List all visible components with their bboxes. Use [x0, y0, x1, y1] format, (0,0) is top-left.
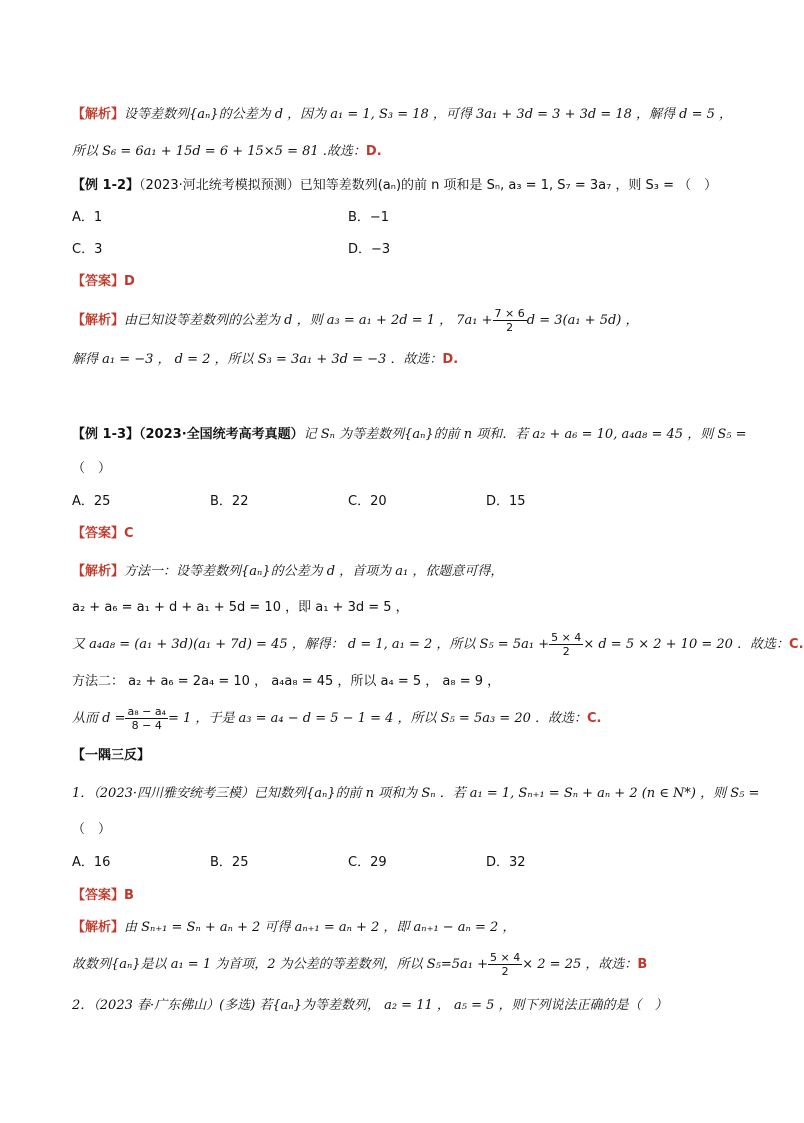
answer-tag: 【答案】 [72, 274, 125, 289]
question-stem [72, 425, 747, 445]
solution-text: 又 a₄a₈ = (a₁ + 3d)(a₁ + 7d) = 45 ，解得： d = 1, a₁ = 2 ，所以 S₅ = 5a₁ + [72, 637, 550, 652]
question-text: 1．（2023·四川雅安统考三模）已知数列{aₙ}的前 n 项和为 Sₙ ．若 a₁ = 1, Sₙ₊₁ = Sₙ + aₙ + 2 (n ∈ N*) ，则 S₅ = [72, 786, 760, 801]
solution-line [72, 918, 515, 938]
option-b: B．25 [210, 855, 249, 870]
question-stem [72, 784, 759, 804]
option-c: C．29 [348, 855, 387, 870]
solution-line [72, 142, 382, 162]
solution-text: 从而 d = [72, 711, 126, 726]
option-b: B．22 [210, 494, 249, 509]
answer-tag: 【答案】 [72, 526, 125, 541]
question-stem [72, 996, 668, 1016]
analysis-tag: 【解析】 [72, 920, 125, 935]
solution-line [72, 304, 639, 338]
solution-text: 故数列{aₙ}是以 a₁ = 1 为首项，2 为公差的等差数列，所以 S₅=5a₁ + [72, 957, 489, 972]
solution-text: = 1 ，于是 a₃ = a₄ − d = 5 − 1 = 4 ，所以 S₅ = 5a₃ = 20 ．故选： [168, 711, 588, 726]
solution-line [72, 628, 804, 662]
answer-value: D [124, 274, 135, 289]
option-d: D．32 [486, 855, 526, 870]
solution-line [72, 948, 647, 982]
fraction: $\frac{5 \times 4}{2}$ [490, 951, 521, 978]
answer-line [72, 886, 134, 906]
fraction: $\frac{7 \times 6}{2}$ [494, 307, 525, 334]
answer-value: B [124, 888, 134, 903]
section-heading: 【一隅三反】 [72, 748, 151, 763]
solution-text: 由 Sₙ₊₁ = Sₙ + aₙ + 2 可得 aₙ₊₁ = aₙ + 2 ，即 aₙ₊₁ − aₙ = 2 ， [124, 920, 516, 935]
fraction: $\frac{\text{a₈ − a₄}}{8 - 4}$ [127, 705, 166, 732]
option-b: B．−1 [348, 210, 390, 225]
analysis-tag: 【解析】 [72, 564, 125, 579]
choice-answer: D. [442, 352, 459, 367]
answer-value: C [124, 526, 134, 541]
option-d: D．15 [486, 494, 526, 509]
solution-line [72, 702, 602, 736]
choice-answer: C. [789, 637, 804, 652]
answer-line [72, 272, 135, 292]
analysis-tag: 【解析】 [72, 313, 125, 328]
solution-line [72, 350, 458, 370]
example-label: 【例 1-2】 [72, 178, 140, 193]
option-a: A．16 [72, 855, 111, 870]
option-c: C．20 [348, 494, 387, 509]
option-c: C．3 [72, 242, 103, 257]
example-label: 【例 1-3】 [72, 427, 140, 442]
choice-answer: C. [587, 711, 602, 726]
question-text: （2023·河北统考模拟预测）已知等差数列(aₙ)的前 n 项和是 Sₙ, a₃ = 1, S₇ = 3a₇ ，则 S₃ = （ ） [139, 178, 718, 193]
question-stem [72, 176, 717, 196]
solution-line [72, 105, 732, 125]
solution-line: 方法二： a₂ + a₆ = 2a₄ = 10 ， a₄a₈ = 45 ，所以 a₄ = 5 ， a₈ = 9 ， [72, 674, 501, 689]
answer-tag: 【答案】 [72, 888, 125, 903]
solution-text: 所以 S₆ = 6a₁ + 15d = 6 + 15×5 = 81 .故选： [72, 144, 366, 159]
choice-answer: D. [365, 144, 382, 159]
answer-line [72, 524, 134, 544]
solution-text: × d = 5 × 2 + 10 = 20 ．故选： [583, 637, 790, 652]
solution-text: 由已知设等差数列的公差为 d ，则 a₃ = a₁ + 2d = 1 ， 7a₁ + [124, 313, 493, 328]
solution-text: 解得 a₁ = −3 ， d = 2 ，所以 S₃ = 3a₁ + 3d = −3 ．故选： [72, 352, 443, 367]
choice-answer: B [637, 957, 648, 972]
answer-paren: （ ） [72, 461, 112, 476]
question-source: （2023·全国统考高考真题） [139, 427, 304, 442]
solution-line [72, 562, 503, 582]
analysis-tag: 【解析】 [72, 107, 125, 122]
solution-text: × 2 = 25 ，故选： [522, 957, 638, 972]
option-d: D．−3 [348, 242, 391, 257]
solution-text: 方法一：设等差数列{aₙ}的公差为 d ，首项为 a₁ ，依题意可得， [124, 564, 504, 579]
question-text: 记 Sₙ 为等差数列{aₙ}的前 n 项和．若 a₂ + a₆ = 10, a₄a₈ = 45 ，则 S₅ = [303, 427, 747, 442]
solution-text: 设等差数列{aₙ}的公差为 d ，因为 a₁ = 1, S₃ = 18 ，可得 3a₁ + 3d = 3 + 3d = 18 ，解得 d = 5 ， [124, 107, 733, 122]
solution-line: a₂ + a₆ = a₁ + d + a₁ + 5d = 10 ，即 a₁ + 3d = 5 ， [72, 600, 409, 615]
question-text: 2．（2023 春·广东佛山）(多选) 若{aₙ}为等差数列， a₂ = 11 ， a₅ = 5 ，则下列说法正确的是（ ） [72, 998, 668, 1013]
answer-paren: （ ） [72, 822, 112, 837]
fraction: $\frac{5 \times 4}{2}$ [551, 631, 582, 658]
option-a: A．25 [72, 494, 111, 509]
solution-text: d = 3(a₁ + 5d) ， [526, 313, 639, 328]
option-a: A．1 [72, 210, 103, 225]
